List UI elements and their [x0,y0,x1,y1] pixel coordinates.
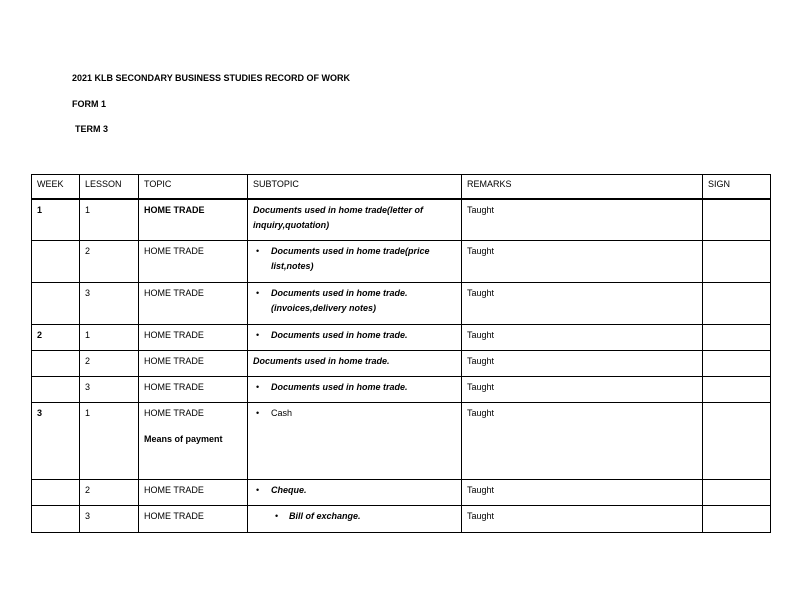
col-header-lesson: LESSON [80,175,139,200]
subtopic-cell [248,240,462,282]
week-cell [32,282,80,324]
lesson-cell: 2 [80,240,139,282]
remarks-cell: Taught [462,350,703,376]
bullet-icon: • [275,510,279,521]
subtopic-cell [248,282,462,324]
bullet-icon: • [256,484,260,495]
table-row [32,505,771,532]
subtopic-text: Cash [271,407,293,418]
sign-cell [703,505,771,532]
subtopic-text: Documents used in home trade. [271,329,408,340]
topic-cell: HOME TRADE [139,282,248,324]
topic-cell: HOME TRADE [139,350,248,376]
sign-cell [703,240,771,282]
table-row [32,240,771,282]
subtopic-cell: Documents used in home trade. [248,350,462,376]
topic-cell: HOME TRADE [139,199,248,240]
subtopic-text: Documents used in home trade(price list,notes) [271,245,430,271]
table-row [32,282,771,324]
lesson-cell: 1 [80,402,139,479]
topic-text: HOME TRADE [144,407,204,418]
table-row [32,199,771,240]
bullet-icon: • [256,287,260,298]
col-header-subtopic: SUBTOPIC [248,175,462,200]
week-cell: 2 [32,324,80,350]
subtopic-cell [248,479,462,505]
lesson-cell: 3 [80,282,139,324]
lesson-cell: 2 [80,350,139,376]
table-row [32,402,771,479]
col-header-topic: TOPIC [139,175,248,200]
table-row [32,350,771,376]
record-of-work-table [31,174,771,533]
col-header-sign: SIGN [703,175,771,200]
lesson-cell: 1 [80,199,139,240]
bullet-icon: • [256,329,260,340]
subtopic-cell: Documents used in home trade(letter of inquiry,quotation) [248,199,462,240]
topic-cell: HOME TRADE [139,479,248,505]
lesson-cell: 3 [80,376,139,402]
subtopic-cell [248,402,462,479]
topic-cell: HOME TRADE [139,505,248,532]
sign-cell [703,350,771,376]
sign-cell [703,479,771,505]
subtopic-text: Documents used in home trade. [271,381,408,392]
bullet-icon: • [256,381,260,392]
table-row [32,479,771,505]
week-cell [32,350,80,376]
col-header-week: WEEK [32,175,80,200]
term-label: TERM 3 [75,124,109,134]
document-title: 2021 KLB SECONDARY BUSINESS STUDIES RECORD OF WORK [72,73,351,83]
remarks-cell: Taught [462,402,703,479]
subtopic-text: Cheque. [271,484,307,495]
remarks-cell: Taught [462,505,703,532]
remarks-cell: Taught [462,479,703,505]
form-label: FORM 1 [72,99,107,109]
lesson-cell: 1 [80,324,139,350]
table-row [32,376,771,402]
sign-cell [703,324,771,350]
sign-cell [703,282,771,324]
remarks-cell: Taught [462,199,703,240]
remarks-cell: Taught [462,324,703,350]
subtopic-cell [248,324,462,350]
week-cell: 1 [32,199,80,240]
topic-cell: HOME TRADE [139,324,248,350]
subtopic-text: Bill of exchange. [289,510,361,521]
subtopic-cell [248,376,462,402]
topic-subheading: Means of payment [144,433,223,444]
subtopic-text: Documents used in home trade.(invoices,delivery notes) [271,287,408,313]
week-cell [32,240,80,282]
bullet-icon: • [256,245,260,256]
subtopic-cell [248,505,462,532]
remarks-cell: Taught [462,282,703,324]
topic-cell [139,402,248,479]
bullet-icon: • [256,407,260,418]
topic-cell: HOME TRADE [139,376,248,402]
lesson-cell: 2 [80,479,139,505]
week-cell: 3 [32,402,80,479]
table-header-row [32,175,771,200]
remarks-cell: Taught [462,240,703,282]
topic-cell: HOME TRADE [139,240,248,282]
sign-cell [703,199,771,240]
remarks-cell: Taught [462,376,703,402]
lesson-cell: 3 [80,505,139,532]
week-cell [32,479,80,505]
sign-cell [703,402,771,479]
week-cell [32,505,80,532]
sign-cell [703,376,771,402]
table-row [32,324,771,350]
week-cell [32,376,80,402]
col-header-remarks: REMARKS [462,175,703,200]
